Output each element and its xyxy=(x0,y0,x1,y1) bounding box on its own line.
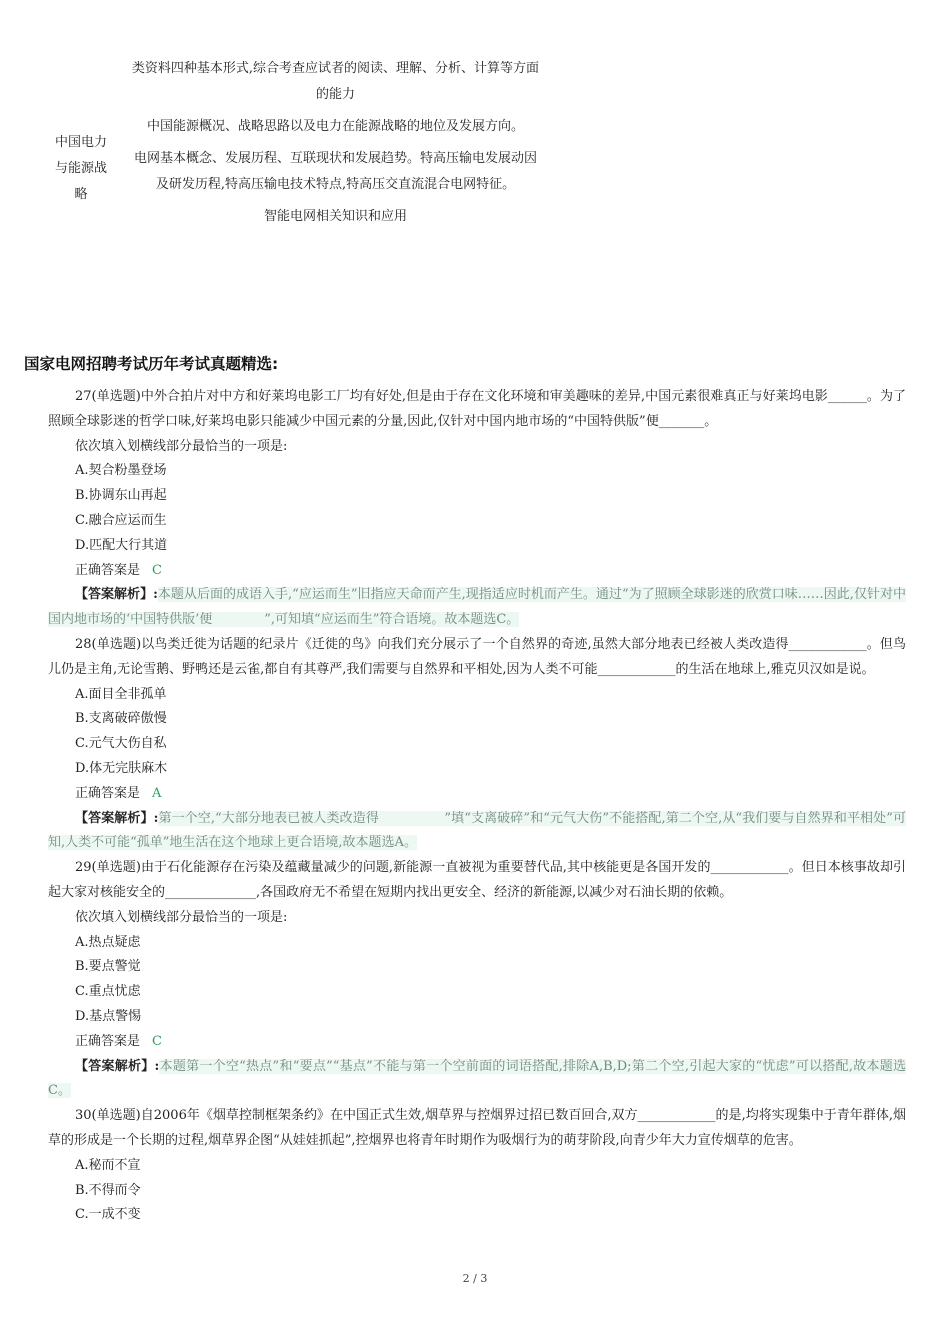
category-line: 与能源战 xyxy=(54,161,107,176)
question-prompt: 依次填入划横线部分最恰当的一项是: xyxy=(75,909,288,925)
question-prompt: 依次填入划横线部分最恰当的一项是: xyxy=(75,438,288,454)
explanation xyxy=(48,583,906,633)
table-cell-content xyxy=(118,56,553,230)
section-title: 国家电网招聘考试历年考试真题精选: xyxy=(24,355,279,373)
answer-letter: C xyxy=(152,1033,162,1049)
option-b: B.要点警觉 xyxy=(75,959,141,975)
answer-line xyxy=(48,559,906,584)
question-text: 29(单选题)由于石化能源存在污染及蕴藏量减少的问题,新能源一直被视为重要替代品,其中核能更是各国开发的____________。但日本核事故却引起大家对核能安全的______________,各国政府无不希望在短期内找出更安全、经济的新能源,以减少对石油长期的依赖。 xyxy=(48,860,906,900)
option-c: C.重点忧虑 xyxy=(75,984,141,1000)
answer-label: 正确答案是 xyxy=(75,562,141,578)
explanation-label: 【答案解析】: xyxy=(75,587,158,603)
option-a: A.秘而不宣 xyxy=(75,1157,141,1173)
content-line: 及研发历程,特高压输电技术特点,特高压交直流混合电网特征。 xyxy=(155,177,516,192)
answer-letter: A xyxy=(152,785,162,801)
answer-letter: C xyxy=(152,562,162,578)
content-line: 类资料四种基本形式,综合考查应试者的阅读、理解、分析、计算等方面 xyxy=(131,61,540,76)
explanation-text: 本题从后面的成语入手,“应运而生”旧指应天命而产生,现指适应时机而产生。通过“为了照顾全球影迷的欣赏口味……因此,仅针对中国内地市场的‘中国特供版’便 ”,可知填“应运而生”符合语境。故本题选C。 xyxy=(48,587,906,628)
answer-label: 正确答案是 xyxy=(75,785,141,801)
question-text: 28(单选题)以鸟类迁徙为话题的纪录片《迁徙的鸟》向我们充分展示了一个自然界的奇迹,虽然大部分地表已经被人类改造得____________。但鸟儿仍是主角,无论雪鹅、野鸭还是云雀,都自有其尊严,我们需要与自然界和平相处,因为人类不可能____________的生活在地球上,雅克贝汉如是说。 xyxy=(48,636,906,677)
explanation-label: 【答案解析】: xyxy=(75,810,159,826)
option-b: B.协调东山再起 xyxy=(75,488,167,504)
category-line: 略 xyxy=(74,187,88,202)
option-c: C.融合应运而生 xyxy=(75,512,167,528)
explanation-text: 第一个空,“大部分地表已被人类改造得 ”填“支离破碎”和“元气大伤”不能搭配,第二个空,从“我们要与自然界和平相处”可知,人类不可能“孤单”地生活在这个地球上更合语境,故本题选A。 xyxy=(48,810,906,851)
option-c: C.元气大伤自私 xyxy=(75,736,167,752)
option-a: A.契合粉墨登场 xyxy=(75,463,167,479)
option-a: A.热点疑虑 xyxy=(75,934,141,950)
option-a: A.面目全非孤单 xyxy=(75,686,167,702)
question-text: 30(单选题)自2006年《烟草控制框架条约》在中国正式生效,烟草界与控烟界过招已数百回合,双方____________的是,均将实现集中于青年群体,烟草的形成是一个长期的过程,烟草界企图“从娃娃抓起”,控烟界也将青年时期作为吸烟行为的萌芽阶段,向青少年大力宣传烟草的危害。 xyxy=(48,1108,906,1148)
answer-line xyxy=(48,782,906,807)
option-d: D.匹配大行其道 xyxy=(75,537,168,553)
explanation-text: 本题第一个空“热点”和“要点”“基点”不能与第一个空前面的词语搭配,排除A,B,D;第二个空,引起大家的“忧虑”可以搭配,故本题选C。 xyxy=(48,1058,906,1099)
answer-line xyxy=(48,1030,906,1055)
answer-label: 正确答案是 xyxy=(75,1033,141,1049)
content-line: 中国能源概况、战略思路以及电力在能源战略的地位及发展方向。 xyxy=(146,119,524,134)
explanation xyxy=(48,807,906,857)
questions-body xyxy=(48,385,906,1228)
content-line: 智能电网相关知识和应用 xyxy=(263,209,407,224)
category-line: 中国电力 xyxy=(54,135,107,150)
option-c: C.一成不变 xyxy=(75,1207,141,1223)
explanation-label: 【答案解析】: xyxy=(75,1058,160,1074)
option-d: D.基点警惕 xyxy=(75,1008,142,1024)
option-b: B.支离破碎傲慢 xyxy=(75,711,167,727)
content-line: 的能力 xyxy=(315,87,355,102)
explanation xyxy=(48,1055,906,1105)
table-cell-category xyxy=(46,130,116,208)
question-text: 27(单选题)中外合拍片对中方和好莱坞电影工厂均有好处,但是由于存在文化环境和审美趣味的差异,中国元素很难真正与好莱坞电影______。为了照顾全球影迷的哲学口味,好莱坞电影只能减少中国元素的分量,因此,仅针对中国内地市场的“中国特供版”便_______。 xyxy=(48,389,906,429)
option-d: D.体无完肤麻木 xyxy=(75,760,168,776)
option-b: B.不得而令 xyxy=(75,1182,141,1198)
content-line: 电网基本概念、发展历程、互联现状和发展趋势。特高压输电发展动因 xyxy=(133,151,537,166)
page-number: 2 / 3 xyxy=(462,1272,488,1285)
